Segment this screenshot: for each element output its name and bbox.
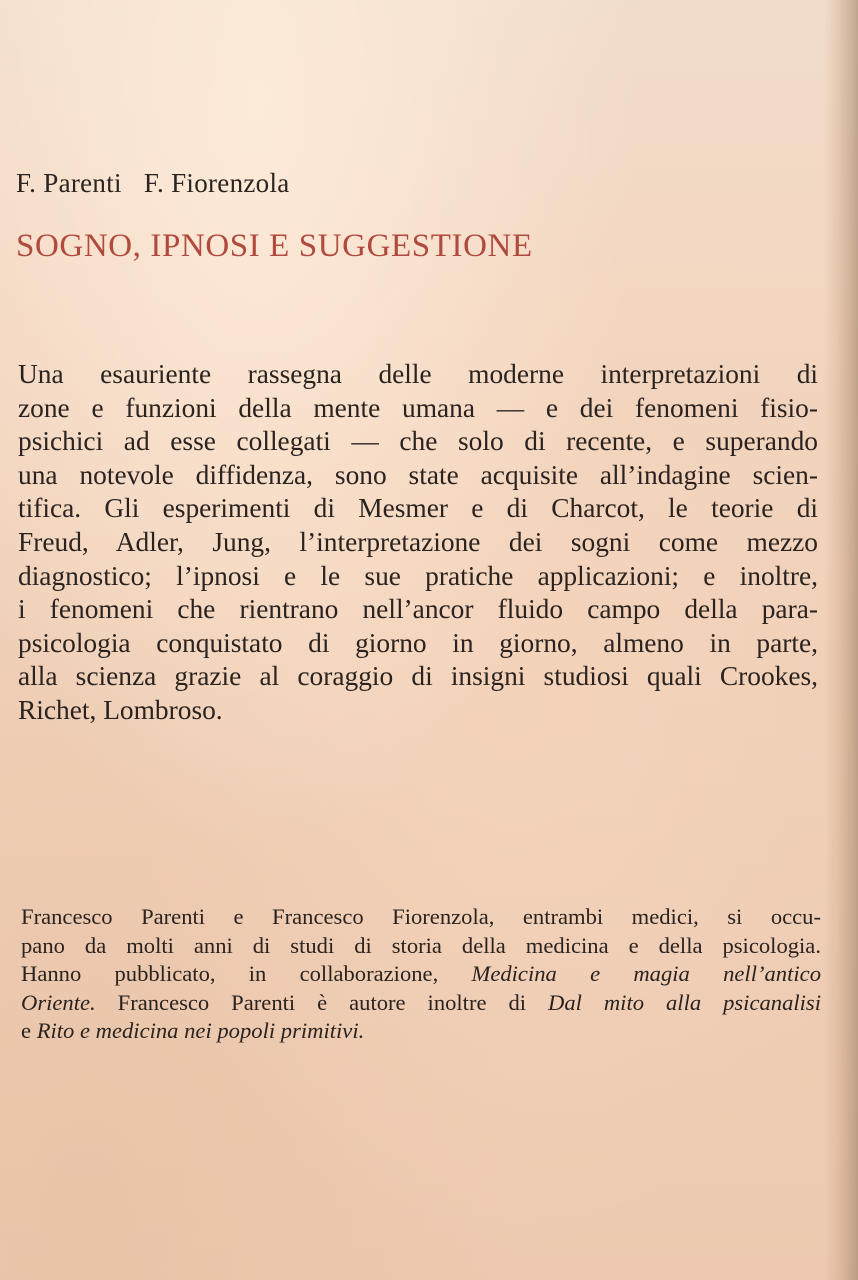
author-fiorenzola: F. Fiorenzola bbox=[143, 168, 290, 198]
description-line: zone e funzioni della mente umana — e dei fenomeni fisio- bbox=[18, 392, 818, 423]
description-line: i fenomeni che rientrano nell’ancor fluido campo della para- bbox=[18, 594, 818, 625]
bio-line: pano da molti anni di studi di storia della medicina e della psicologia. bbox=[21, 932, 821, 958]
description-line: alla scienza grazie al coraggio di insigni studiosi quali Crookes, bbox=[18, 661, 818, 692]
authors bbox=[16, 168, 290, 199]
description-line: Freud, Adler, Jung, l’interpretazione dei sogni come mezzo bbox=[18, 526, 818, 557]
description-line: Richet, Lombroso. bbox=[18, 694, 223, 725]
bio-text: e bbox=[21, 1018, 32, 1044]
cover-spine-edge bbox=[824, 0, 858, 1280]
author-parenti: F. Parenti bbox=[16, 168, 122, 198]
author-bio bbox=[21, 903, 821, 1046]
book-title: SOGNO, IPNOSI E SUGGESTIONE bbox=[16, 228, 533, 264]
bio-book-title: Rito e medicina nei popoli primitivi. bbox=[36, 1018, 365, 1044]
bio-line bbox=[21, 960, 821, 989]
bio-book-title: Medicina e magia nell’antico bbox=[471, 961, 821, 987]
description-line: psicologia conquistato di giorno in giorno, almeno in parte, bbox=[18, 627, 818, 658]
bio-book-title: Dal mito alla psicanalisi bbox=[548, 989, 822, 1015]
bio-line: Francesco Parenti e Francesco Fiorenzola, entrambi medici, si occu- bbox=[21, 904, 821, 929]
description-line: diagnostico; l’ipnosi e le sue pratiche applicazioni; e inoltre, bbox=[18, 560, 818, 591]
description-line: psichici ad esse collegati — che solo di recente, e superando bbox=[18, 426, 818, 457]
description-line: Una esauriente rassegna delle moderne interpretazioni di bbox=[18, 359, 818, 389]
bio-line bbox=[21, 989, 821, 1018]
bio-text: Francesco Parenti è autore inoltre di bbox=[117, 989, 527, 1015]
bio-book-title: Oriente. bbox=[21, 989, 96, 1015]
description-line: una notevole diffidenza, sono state acquisite all’indagine scien- bbox=[18, 459, 818, 490]
description-line: tifica. Gli esperimenti di Mesmer e di Charcot, le teorie di bbox=[18, 493, 818, 524]
bio-text: Hanno pubblicato, in collaborazione, bbox=[21, 961, 439, 987]
book-description bbox=[18, 358, 818, 728]
bio-line bbox=[21, 1017, 821, 1046]
